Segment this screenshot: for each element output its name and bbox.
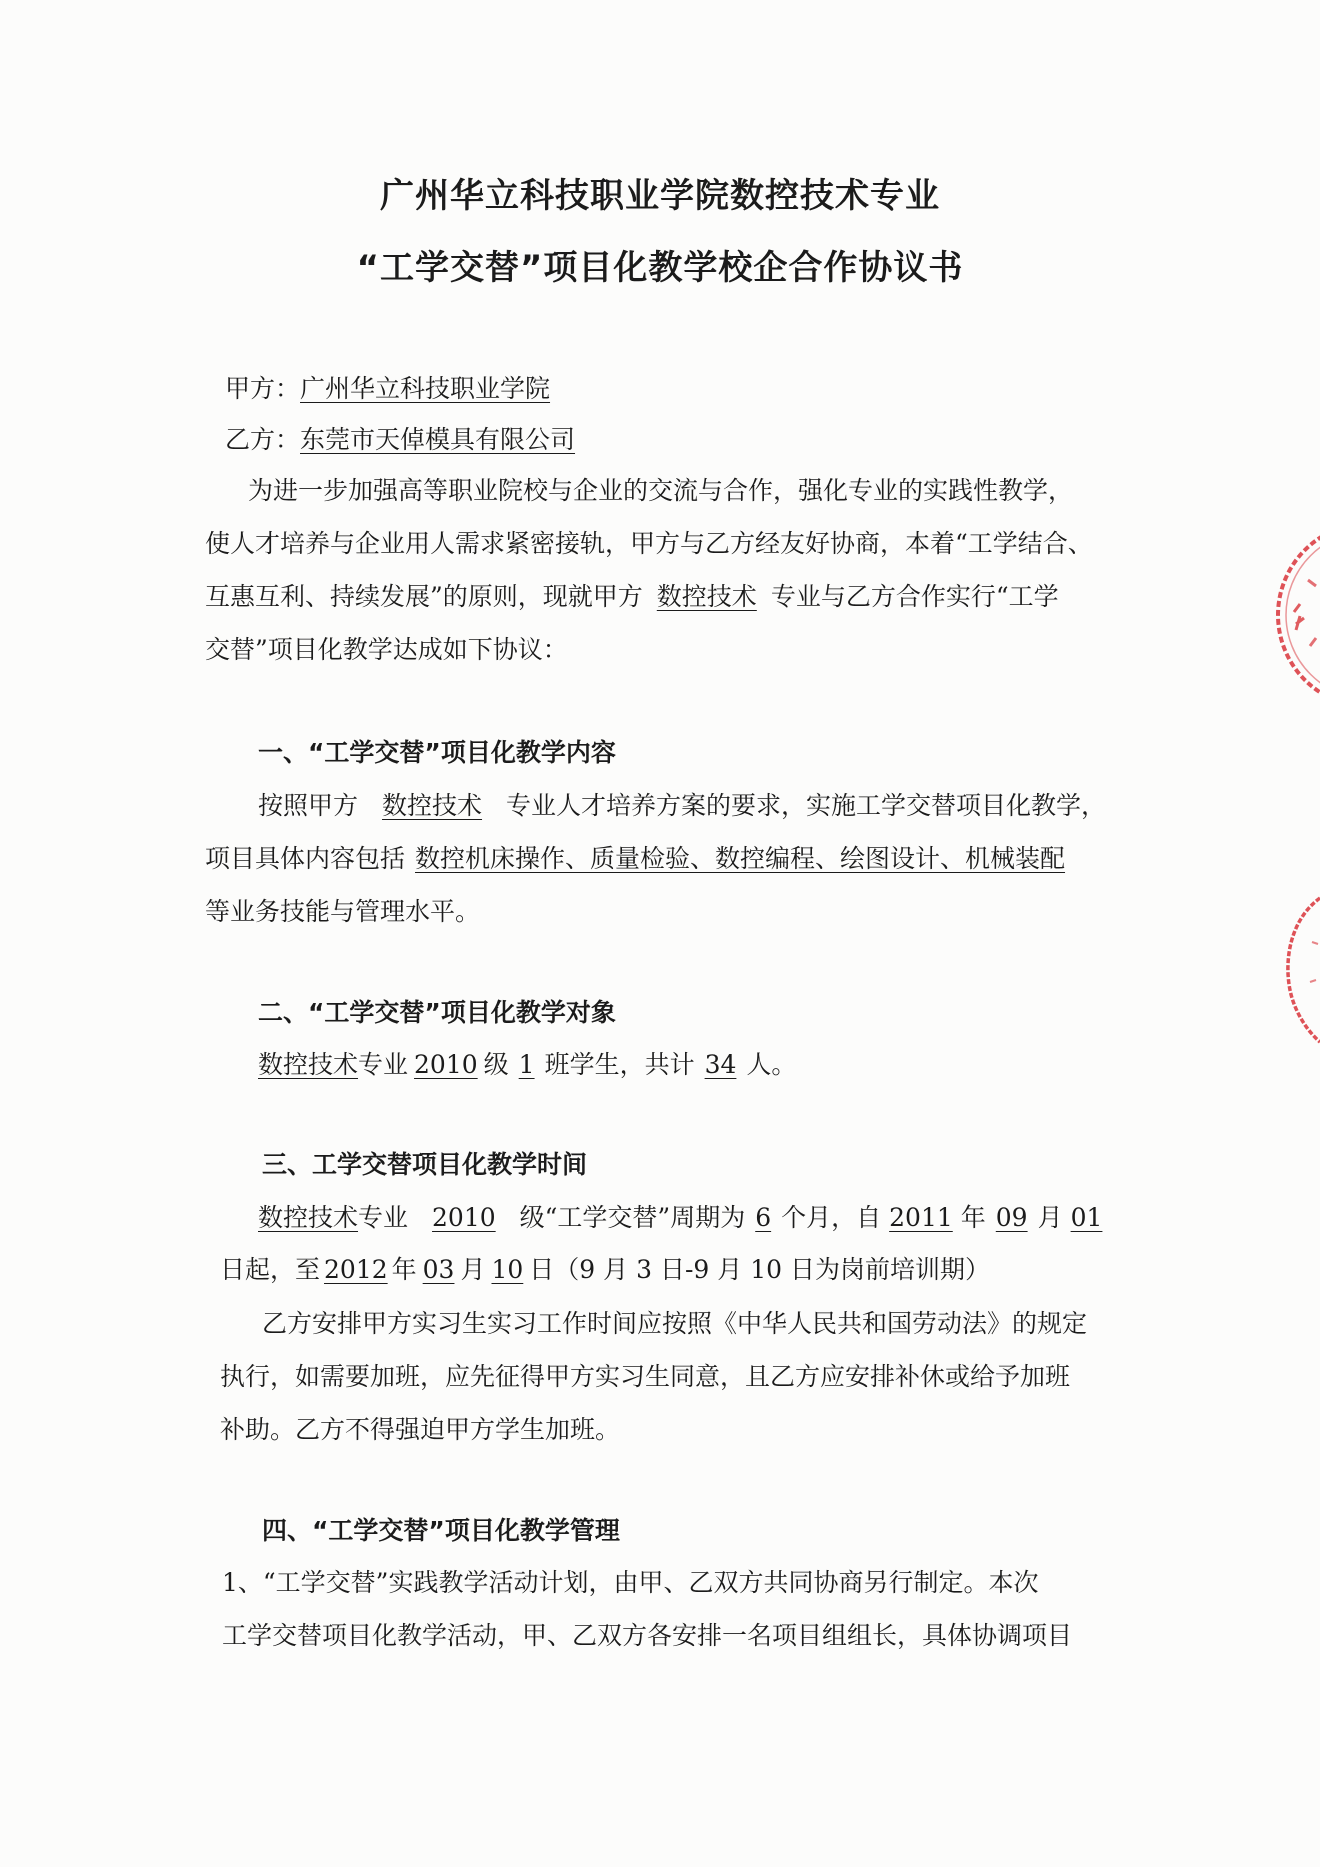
intro-major: 数控技术 bbox=[656, 582, 757, 611]
section3-months: 6 bbox=[755, 1203, 772, 1232]
section3-t2: 级“工学交替”周期为 bbox=[519, 1203, 746, 1232]
section1-line-2 bbox=[205, 842, 1065, 876]
intro-line-3-b: 专业与乙方合作实行“工学 bbox=[770, 582, 1059, 611]
section3-end-year: 2012 bbox=[324, 1255, 388, 1284]
section3-t9: 日（9 月 3 日-9 月 10 日为岗前培训期） bbox=[529, 1255, 990, 1284]
section4-line-1: 1、“工学交替”实践教学活动计划，由甲、乙双方共同协商另行制定。本次 bbox=[222, 1568, 1039, 1597]
section2-t1: 专业 bbox=[358, 1050, 409, 1079]
party-b bbox=[225, 423, 575, 457]
section4-line-2: 工学交替项目化教学活动，甲、乙双方各安排一名项目组组长，具体协调项目 bbox=[222, 1621, 1073, 1650]
section3-start-day: 01 bbox=[1070, 1203, 1103, 1232]
intro-line-3-a: 互惠互利、持续发展”的原则，现就甲方 bbox=[205, 582, 643, 611]
section3-t7: 年 bbox=[391, 1255, 417, 1284]
section2-year: 2010 bbox=[414, 1050, 478, 1079]
section3-heading: 三、工学交替项目化教学时间 bbox=[262, 1150, 588, 1179]
section1-major: 数控技术 bbox=[382, 791, 483, 820]
section2-major: 数控技术 bbox=[258, 1050, 359, 1079]
section2-t3: 班学生，共计 bbox=[544, 1050, 695, 1079]
party-a-value: 广州华立科技职业学院 bbox=[300, 374, 551, 403]
section1-items: 数控机床操作、质量检验、数控编程、绘图设计、机械装配 bbox=[415, 844, 1066, 873]
intro-line-3 bbox=[205, 580, 1059, 614]
section3-major: 数控技术 bbox=[258, 1203, 359, 1232]
section1-line-1-b: 专业人才培养方案的要求，实施工学交替项目化教学， bbox=[506, 791, 1107, 820]
section1-line-1 bbox=[258, 789, 1106, 823]
document-title-line2: “工学交替”项目化教学校企合作协议书 bbox=[356, 248, 964, 288]
party-a-label: 甲方： bbox=[225, 374, 301, 403]
party-a bbox=[225, 372, 550, 406]
intro-line-4: 交替”项目化教学达成如下协议： bbox=[205, 635, 568, 664]
section2-heading: 二、“工学交替”项目化教学对象 bbox=[258, 998, 616, 1027]
section3-end-day: 10 bbox=[491, 1255, 524, 1284]
red-seal-stamp-lower bbox=[1250, 890, 1320, 1050]
red-seal-stamp-upper bbox=[1250, 520, 1320, 710]
section3-t3: 个月，自 bbox=[781, 1203, 882, 1232]
section1-line-3: 等业务技能与管理水平。 bbox=[205, 897, 481, 926]
section2-t2: 级 bbox=[483, 1050, 509, 1079]
section3-para-line-2: 执行，如需要加班，应先征得甲方实习生同意，且乙方应安排补休或给予加班 bbox=[220, 1362, 1071, 1391]
section3-t8: 月 bbox=[460, 1255, 486, 1284]
section1-line-2-a: 项目具体内容包括 bbox=[205, 844, 406, 873]
section2-class: 1 bbox=[518, 1050, 535, 1079]
section3-start-month: 09 bbox=[995, 1203, 1028, 1232]
section3-end-month: 03 bbox=[422, 1255, 455, 1284]
section3-start-year: 2011 bbox=[889, 1203, 953, 1232]
section2-line bbox=[258, 1048, 796, 1082]
section2-count: 34 bbox=[704, 1050, 737, 1079]
section3-para-line-3: 补助。乙方不得强迫甲方学生加班。 bbox=[220, 1415, 621, 1444]
section4-heading: 四、“工学交替”项目化教学管理 bbox=[262, 1516, 620, 1545]
section3-t5: 月 bbox=[1037, 1203, 1063, 1232]
section2-t4: 人。 bbox=[746, 1050, 797, 1079]
party-b-label: 乙方： bbox=[225, 425, 301, 454]
section1-line-1-a: 按照甲方 bbox=[258, 791, 359, 820]
section3-t1: 专业 bbox=[358, 1203, 409, 1232]
section3-para-line-1: 乙方安排甲方实习生实习工作时间应按照《中华人民共和国劳动法》的规定 bbox=[262, 1309, 1088, 1338]
party-b-value: 东莞市天倬模具有限公司 bbox=[300, 425, 576, 454]
intro-line-1: 为进一步加强高等职业院校与企业的交流与合作，强化专业的实践性教学， bbox=[248, 476, 1074, 505]
section3-t4: 年 bbox=[960, 1203, 986, 1232]
intro-line-2: 使人才培养与企业用人需求紧密接轨，甲方与乙方经友好协商，本着“工学结合、 bbox=[205, 529, 1093, 558]
section3-line-2 bbox=[220, 1253, 990, 1287]
document-title-line1: 广州华立科技职业学院数控技术专业 bbox=[380, 176, 940, 216]
section3-year: 2010 bbox=[432, 1203, 496, 1232]
section3-line-1 bbox=[258, 1201, 1110, 1235]
section1-heading: 一、“工学交替”项目化教学内容 bbox=[258, 738, 616, 767]
section3-t6: 日起，至 bbox=[220, 1255, 321, 1284]
